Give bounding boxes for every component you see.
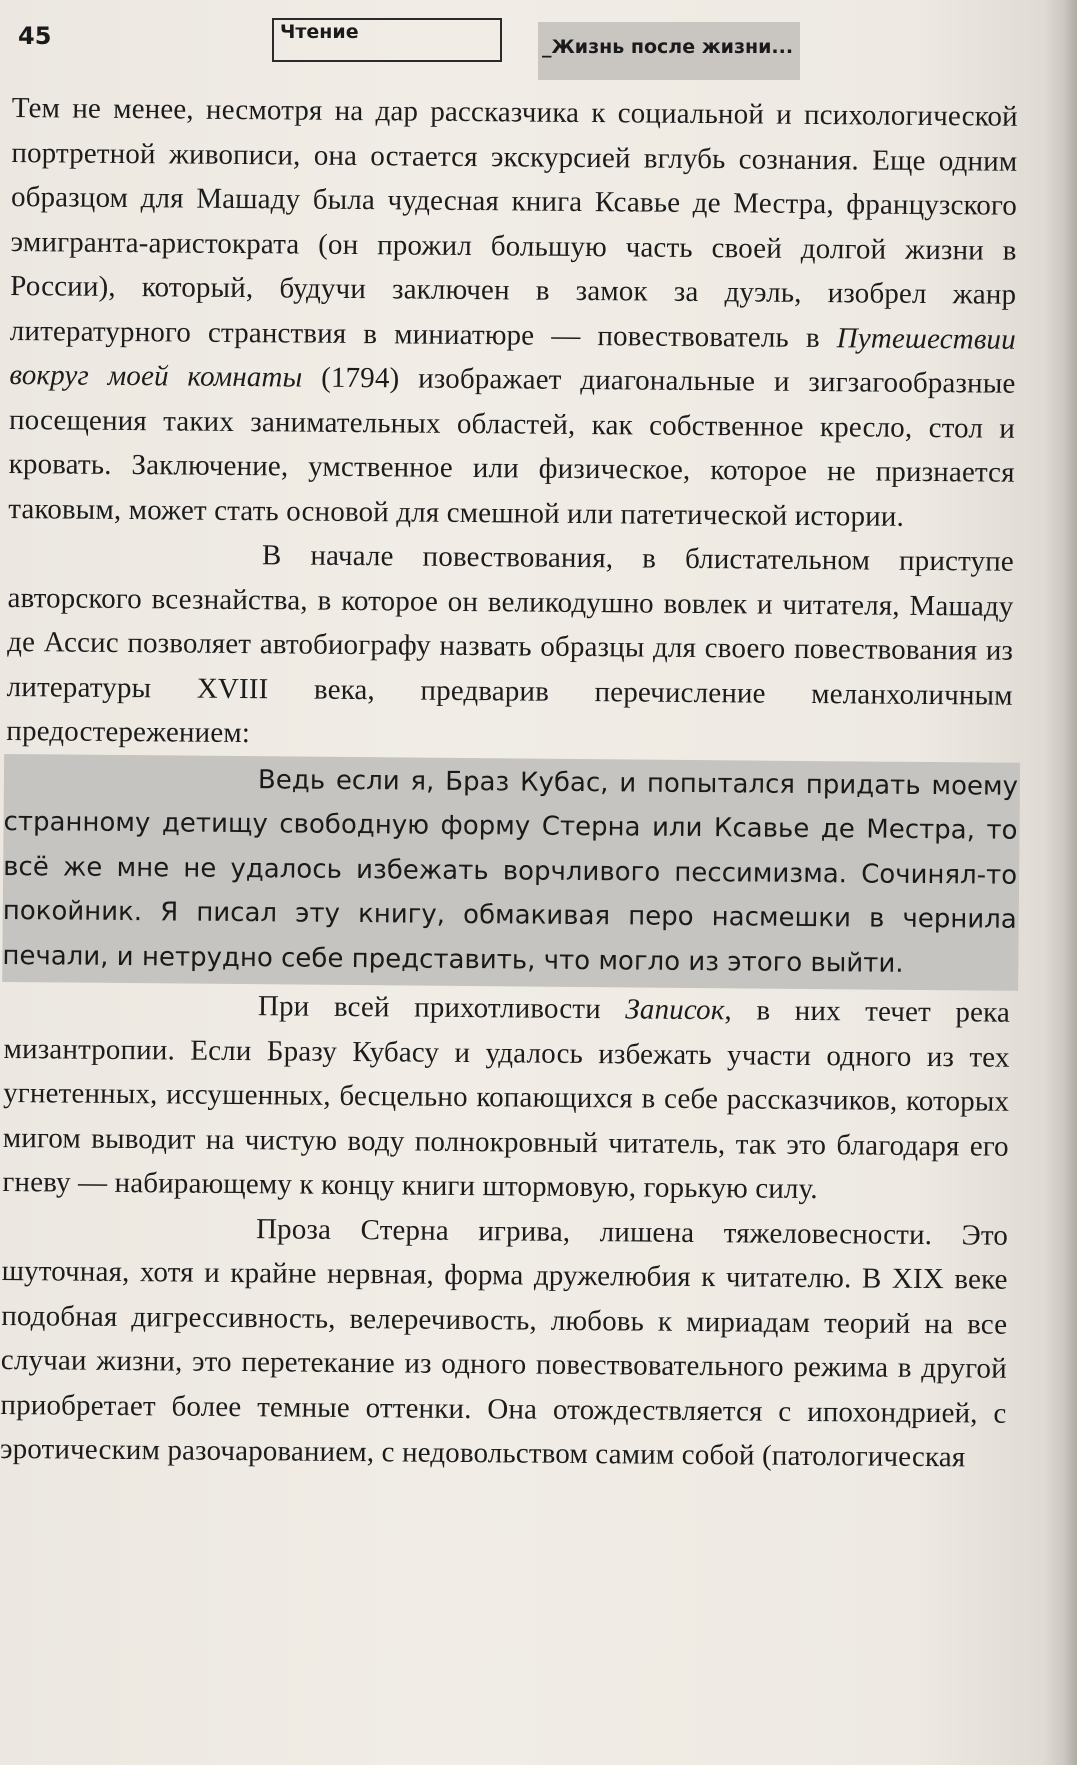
highlighted-quote: Ведь если я, Браз Кубас, и попытался придать моему странному детищу свободную форму Стерна или Ксавье де Местра, то всё же мне не удалось избежать ворчливого пессимизма. Сочинял-то покойник. Я писал эту книгу, обмакивая перо насмешки в чернила печали, и нетрудно себе представить, что могло из этого выйти. [2,753,1020,990]
book-title-italic: Путешествии вокруг моей комнаты [9,321,1016,394]
chapter-label: _Жизнь после жизни... [538,22,800,80]
main-text [0,86,1018,1480]
paragraph-2: В начале повествования, в блистательном приступе авторского всезнайства, в которое он великодушно вовлек и читателя, Машаду де Ассис позволяет автобиографу назвать образцы для своего повествования из литературы XVIII века, предварив перечисление меланхоличным предостережением: [6,539,1015,750]
notes-title-italic: Записок [625,993,725,1027]
paragraph-3-rest: , в них течет река мизантропии. Если Бразу Кубасу и удалось избежать участи одного из тех угнетенных, иссушенных, бесцельно копающихся в себе рассказчиков, которых мигом выводит на чистую воду полнокровный читатель, так это благодаря его гневу — набирающему к концу книги штормовую, горькую силу. [2,994,1011,1206]
paragraph-1-rest: (1794) изображает диагональные и зигзагообразные посещения таких занимательных областей, как собственное кресло, стол и кровать. Заключение, умственное или физическое, которое не признается таковым, может стать основой для смешной или патетической истории. [8,361,1016,533]
page-edge-shadow [1043,0,1077,1765]
section-label: Чтение [272,18,502,62]
running-header [0,0,1077,90]
paragraph-3-lead: При всей прихотливости [257,990,626,1026]
paragraph-1-lead: Тем не менее, несмотря на дар рассказчика к социальной и психологической портретной живописи, она остается экскурсией вглубь сознания. Еще одним образцом для Машаду была чудесная книга Ксавье де Местра, французского эмигранта-аристократа (он прожил большую часть своей долгой жизни в России), который, будучи заключен в замок за дуэль, изобрел жанр литературного странствия в миниатюре — повествователь в [9,91,1018,354]
paragraph-4: Проза Стерна игрива, лишена тяжеловесности. Это шуточная, хотя и крайне нервная, форма дружелюбия к читателю. В XIX веке подобная дигрессивность, велеречивость, любовь к мириадам теорий на все случаи жизни, это перетекание из одного повествовательного режима в другой приобретает более темные оттенки. Она отождествляется с ипохондрией, с эротическим разочарованием, с недовольством самим собой (патологическая [0,1212,1009,1474]
paragraph-1 [8,86,1018,540]
page-number: 45 [18,22,52,50]
paragraph-3 [2,982,1010,1213]
